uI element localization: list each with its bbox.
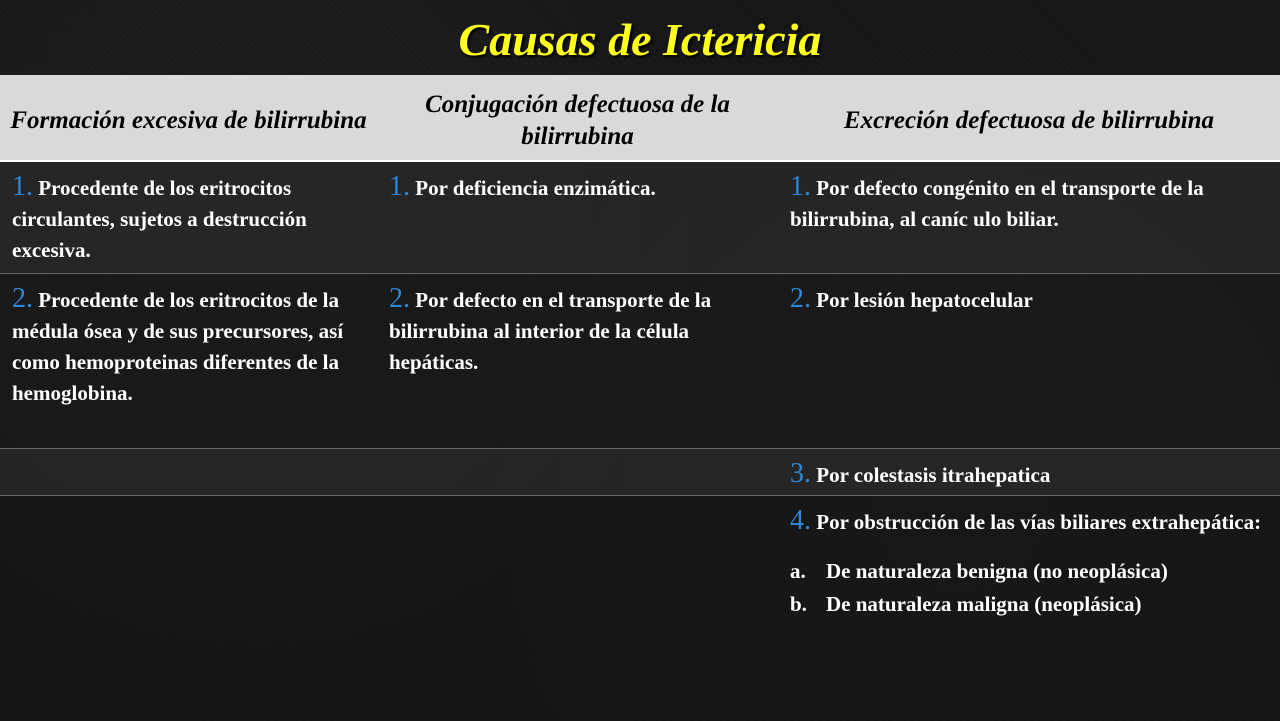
table-cell xyxy=(0,448,377,495)
table-cell xyxy=(377,448,778,495)
item-number: 4. xyxy=(790,504,811,536)
table-cell xyxy=(778,161,1280,273)
list-item-text: De naturaleza maligna (neoplásica) xyxy=(826,591,1142,616)
item-number: 1. xyxy=(790,171,811,202)
table-row xyxy=(0,273,1280,448)
item-text: Por lesión hepatocelular xyxy=(811,287,1033,312)
slide-title: Causas de Ictericia xyxy=(458,14,822,65)
table-header-row xyxy=(0,75,1280,161)
table-cell xyxy=(0,495,377,721)
item-number: 1. xyxy=(12,171,33,202)
list-marker: b. xyxy=(790,591,807,616)
table-row xyxy=(0,495,1280,721)
item-text: Por deficiencia enzimática. xyxy=(410,176,656,200)
item-number: 1. xyxy=(389,171,410,202)
item-text: Por defecto congénito en el transporte de la bilirrubina, al caníc ulo biliar. xyxy=(790,176,1204,231)
item-number: 2. xyxy=(790,282,811,314)
item-text: Procedente de los eritrocitos de la médula ósea y de sus precursores, así como hemoproteinas diferentes de la hemoglobina. xyxy=(12,287,344,405)
item-text: Por colestasis itrahepatica xyxy=(811,462,1051,487)
table-cell xyxy=(377,273,778,448)
table-row xyxy=(0,448,1280,495)
table-row xyxy=(0,161,1280,273)
sub-list xyxy=(790,556,1270,620)
table-cell xyxy=(0,161,377,273)
table-cell xyxy=(778,273,1280,448)
table-cell xyxy=(778,495,1280,721)
column-header-formation: Formación excesiva de bilirrubina xyxy=(0,75,377,161)
list-item xyxy=(790,556,1270,587)
list-marker: a. xyxy=(790,558,806,583)
item-number: 2. xyxy=(12,282,33,314)
item-text: Procedente de los eritrocitos circulantes, sujetos a destrucción excesiva. xyxy=(12,176,307,262)
column-header-excretion: Excreción defectuosa de bilirrubina xyxy=(778,75,1280,161)
item-text: Por defecto en el transporte de la bilirrubina al interior de la célula hepáticas. xyxy=(389,287,712,374)
item-text: Por obstrucción de las vías biliares extrahepática: xyxy=(811,509,1262,534)
table-cell xyxy=(778,448,1280,495)
table-cell xyxy=(0,273,377,448)
table-cell xyxy=(377,495,778,721)
table-cell xyxy=(377,161,778,273)
item-number: 2. xyxy=(389,282,410,314)
list-item xyxy=(790,589,1270,620)
column-header-conjugation: Conjugación defectuosa de la bilirrubina xyxy=(377,75,778,161)
item-number: 3. xyxy=(790,457,811,489)
causes-table xyxy=(0,75,1280,721)
list-item-text: De naturaleza benigna (no neoplásica) xyxy=(826,558,1168,583)
